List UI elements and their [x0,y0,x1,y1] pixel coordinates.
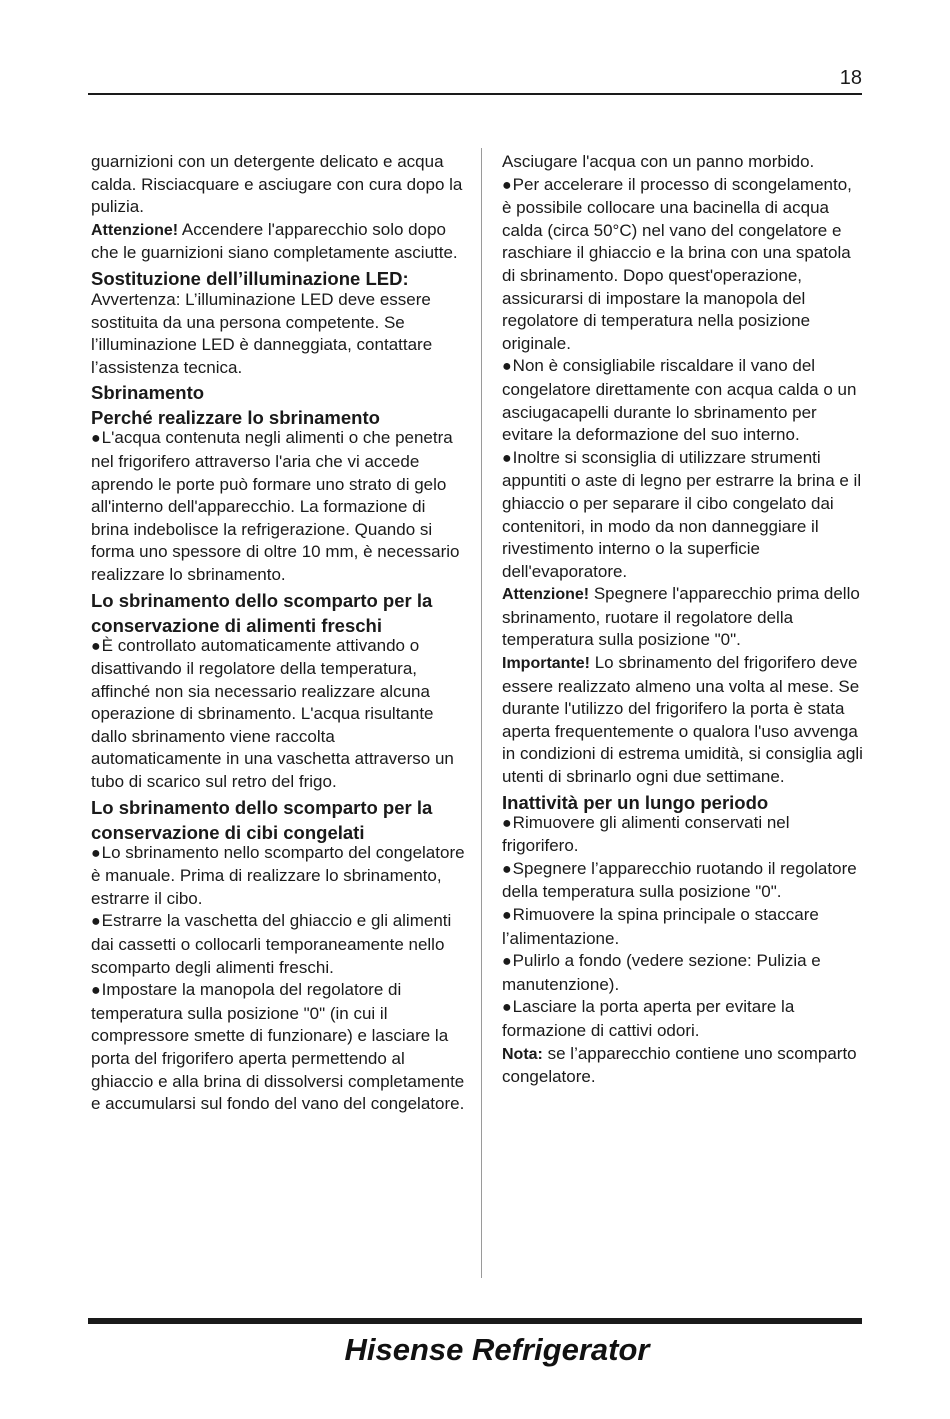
header-rule [88,93,862,95]
bullet-item: ●È controllato automaticamente attivando o disattivando il regolatore della temperatura, affinché non sia necessario realizzare alcuna operazione di sbrinamento. L'acqua risultante dallo sbrinamento viene raccolta automaticamente in una vaschetta attraverso un tubo di scarico sul retro del frigo. [91,635,454,792]
bullet-icon: ● [502,953,512,971]
column-divider [481,148,482,1278]
paragraph: Asciugare l'acqua con un panno morbido. [502,152,815,171]
note: Nota: se l’apparecchio contiene uno scomparto congelatore. [502,1043,857,1087]
defrost-heading: Sbrinamento [91,382,205,404]
bullet-item: ●Pulirlo a fondo (vedere sezione: Pulizia e manutenzione). [502,951,821,994]
bullet-icon: ● [502,999,512,1017]
bullet-icon: ● [91,913,101,931]
bullet-icon: ● [91,637,101,655]
led-text: Avvertenza: L’illuminazione LED deve essere sostituita da una persona competente. Se l’illuminazione LED è danneggiata, contattare l’assistenza tecnica. [91,289,433,377]
important-note: Importante! Lo sbrinamento del frigorifero deve essere realizzato almeno una volta al mese. Se durante l'utilizzo del frigorifero la porta è stata aperta frequentemente o qualora l'uso avvenga in condizioni di estrema umidità, si consiglia agli utenti di sbrinarlo ogni due settimane. [502,653,863,787]
bullet-item: ●Inoltre si sconsiglia di utilizzare strumenti appuntiti o aste di legno per estrarre la brina e il ghiaccio o per separare il cibo congelato dai contenitori, in modo da non danneggiare il rivestimento interno o la superficie dell'evaporatore. [502,447,862,581]
frozen-heading: Lo sbrinamento dello scomparto per la conservazione di cibi congelati [91,796,433,843]
brand-footer: Hisense Refrigerator [344,1332,650,1367]
attention-label: Attenzione! [91,221,179,239]
bullet-item: ●Estrarre la vaschetta del ghiaccio e gli alimenti dai cassetti o collocarli temporaneamente nello scomparto degli alimenti freschi. [91,911,452,977]
bullet-item: ●Lasciare la porta aperta per evitare la formazione di cattivi odori. [502,997,795,1040]
bullet-icon: ● [502,907,512,924]
bullet-icon: ● [91,430,101,448]
bullet-item: ●Rimuovere la spina principale o staccare l’alimentazione. [502,905,819,948]
attention-text: Accendere l'apparecchio solo dopo che le guarnizioni siano completamente asciutte. [91,219,458,263]
bullet-icon: ● [502,358,512,376]
bullet-item: ●Spegnere l’apparecchio ruotando il regolatore della temperatura sulla posizione "0". [502,858,857,902]
note-label: Nota: [502,1045,543,1063]
important-label: Importante! [502,655,590,673]
bullet-item: ●Non è consigliabile riscaldare il vano del congelatore direttamente con acqua calda o un asciugacapelli durante lo sbrinamento per evitare la deformazione del suo interno. [502,356,857,445]
bullet-item: ●Lo sbrinamento nello scomparto del congelatore è manuale. Prima di realizzare lo sbrinamento, estrarre il cibo. [91,842,465,908]
bullet-item: ●L'acqua contenuta negli alimenti o che penetra nel frigorifero attraverso l'aria che vi accede aprendo le porte può formare uno strato di gelo all'interno dell'apparecchio. La formazione di brina indebolisce la refrigerazione. Quando si forma uno spessore di oltre 10 mm, è necessario realizzare lo sbrinamento. [91,428,460,584]
bullet-item: ●Impostare la manopola del regolatore di temperatura sulla posizione "0" (in cui il compressore smette di funzionare) e lasciare la porta del frigorifero aperta permettendo al ghiaccio e alla brina di dissolversi completamente e accumularsi sul fondo del vano del congelatore. [91,980,465,1114]
bullet-icon: ● [91,982,101,1000]
why-heading: Perché realizzare lo sbrinamento [91,407,380,429]
bullet-item: ●Rimuovere gli alimenti conservati nel frigorifero. [502,812,790,856]
attention-note [91,219,466,265]
bullet-icon: ● [91,844,101,862]
led-heading: Sostituzione dell’illuminazione LED: [91,267,409,289]
bullet-item: ●Per accelerare il processo di scongelamento, è possibile collocare una bacinella di acqua calda (circa 50°C) nel vano del congelatore e raschiare il ghiaccio e la brina con una spatola di sbrinamento. Dopo quest'operazione, assicurarsi di impostare la manopola del regolatore di temperatura nella posizione originale. [502,174,852,353]
fresh-heading: Lo sbrinamento dello scomparto per la conservazione di alimenti freschi [91,589,433,636]
bullet-icon: ● [502,449,512,467]
page-number: 18 [839,67,862,89]
bullet-icon: ● [502,176,512,194]
left-column [91,151,466,1116]
footer-rule [88,1318,862,1324]
right-column [502,151,864,1089]
bullet-icon: ● [502,860,512,878]
paragraph: guarnizioni con un detergente delicato e acqua calda. Risciacquare e asciugare con cura dopo la pulizia. [91,152,463,217]
inactivity-heading: Inattività per un lungo periodo [502,791,769,813]
attention-note: Attenzione! Spegnere l'apparecchio prima dello sbrinamento, ruotare il regolatore della temperatura sulla posizione "0". [502,584,860,650]
bullet-icon: ● [502,814,512,832]
attention-label: Attenzione! [502,586,590,604]
